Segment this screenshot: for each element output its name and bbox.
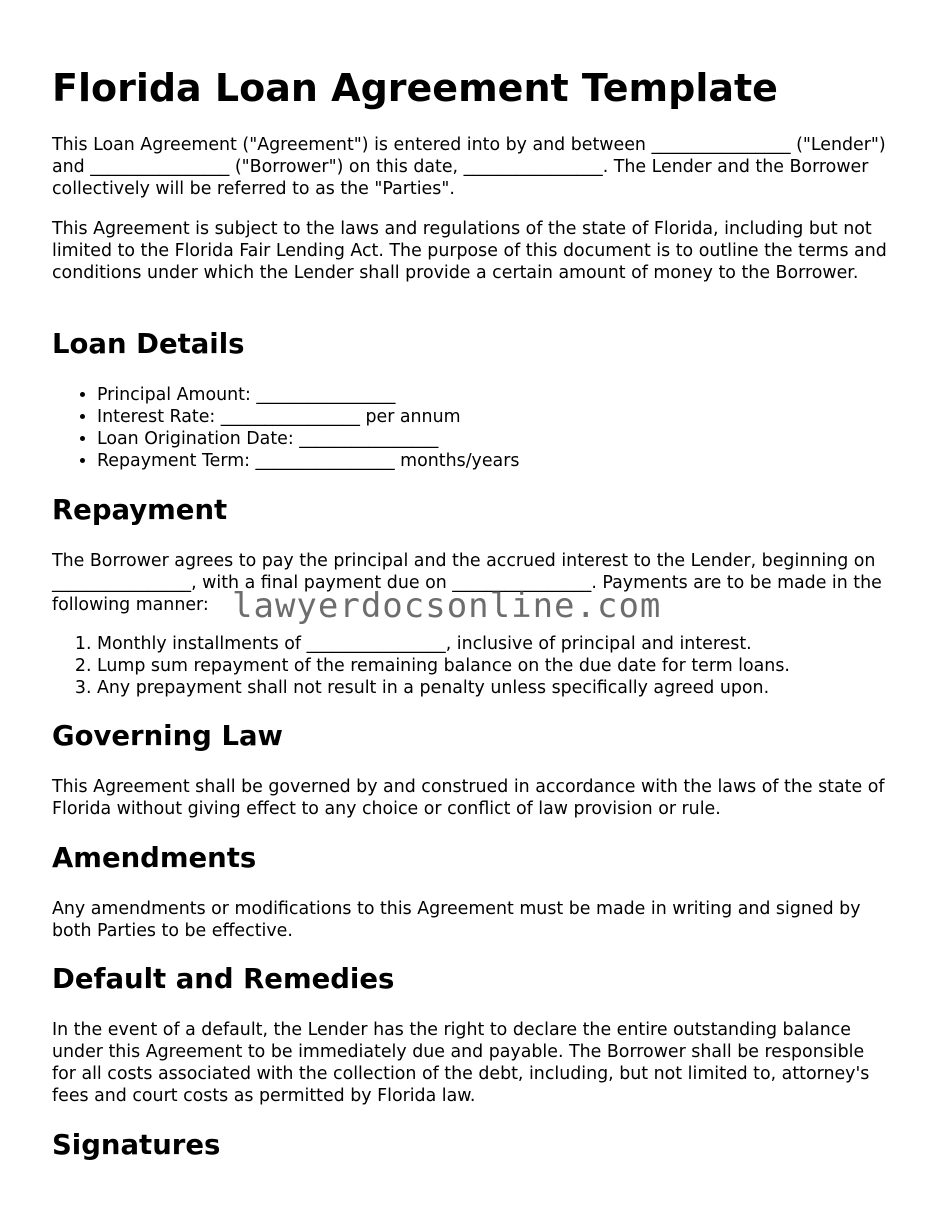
amendments-paragraph: [52, 898, 888, 942]
amendments-text: Any amendments or modifications to this Agreement must be made in writing and signed by both Parties to be effective.: [52, 899, 861, 941]
intro-text-1: This Loan Agreement ("Agreement") is entered into by and between ________________ ("Lender") and ________________ ("Borrower") on this date, ________________. The Lender and the Borrower collectively will be referred to as the "Parties".: [52, 135, 886, 199]
list-item: • Loan Origination Date: ________________: [97, 428, 888, 450]
document-title: Florida Loan Agreement Template: [52, 66, 778, 110]
list-item: • Repayment Term: ________________ months/years: [97, 450, 888, 472]
amendments-section: [52, 842, 888, 874]
list-item: 1. Monthly installments of ________________, inclusive of principal and interest.: [97, 633, 888, 655]
repayment-section: [52, 494, 888, 526]
intro-paragraph-1: [52, 134, 888, 200]
governing-law-text: This Agreement shall be governed by and construed in accordance with the laws of the state of Florida without giving effect to any choice or conflict of law provision or rule.: [52, 777, 885, 819]
intro-paragraph-2: [52, 218, 888, 284]
list-item: • Interest Rate: ________________ per annum: [97, 406, 888, 428]
loan-details-heading: Loan Details: [52, 328, 245, 360]
default-section: [52, 963, 888, 995]
signatures-section: [52, 1129, 888, 1161]
repayment-heading: Repayment: [52, 494, 228, 526]
governing-law-heading: Governing Law: [52, 720, 283, 752]
governing-law-paragraph: [52, 776, 888, 820]
default-heading: Default and Remedies: [52, 963, 395, 995]
governing-law-section: [52, 720, 888, 752]
repayment-paragraph: [52, 550, 888, 616]
intro-text-2: This Agreement is subject to the laws and regulations of the state of Florida, including but not limited to the Florida Fair Lending Act. The purpose of this document is to outline the terms and conditions under which the Lender shall provide a certain amount of money to the Borrower.: [52, 219, 887, 283]
signatures-heading: Signatures: [52, 1129, 221, 1161]
repayment-list: [52, 633, 888, 699]
amendments-heading: Amendments: [52, 842, 257, 874]
default-paragraph: [52, 1019, 888, 1107]
list-item: 3. Any prepayment shall not result in a penalty unless specifically agreed upon.: [97, 677, 888, 699]
watermark: lawyerdocsonline.com: [232, 586, 662, 626]
list-item: • Principal Amount: ________________: [97, 384, 888, 406]
list-item: 2. Lump sum repayment of the remaining balance on the due date for term loans.: [97, 655, 888, 677]
loan-details-section: [52, 328, 888, 360]
loan-details-list: [52, 384, 888, 472]
repayment-text: The Borrower agrees to pay the principal and the accrued interest to the Lender, beginning on ________________, with a final payment due on ________________. Payments are to be made in the following manner:: [52, 551, 882, 615]
default-text: In the event of a default, the Lender has the right to declare the entire outstanding balance under this Agreement to be immediately due and payable. The Borrower shall be responsible for all costs associated with the collection of the debt, including, but not limited to, attorney's fees and court costs as permitted by Florida law.: [52, 1020, 870, 1106]
